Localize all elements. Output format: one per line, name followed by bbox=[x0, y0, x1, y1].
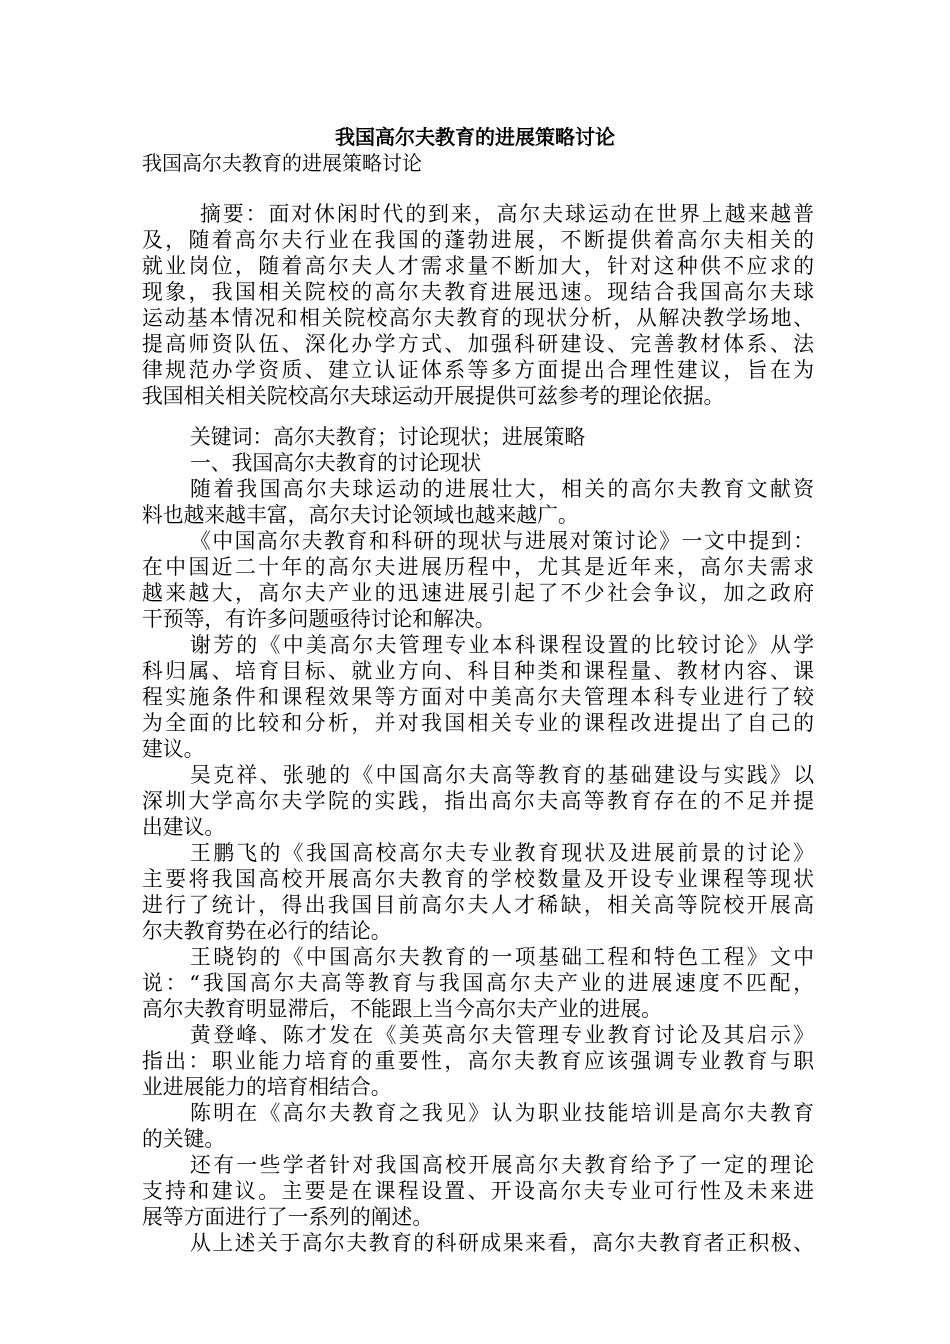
body-line: 越来越大，高尔夫产业的迅速进展引起了不少社会争议，加之政府 bbox=[142, 581, 814, 605]
abstract-line: 提高师资队伍、深化办学方式、加强科研建设、完善教材体系、法 bbox=[142, 332, 814, 356]
body-line: 支持和建议。主要是在课程设置、开设高尔夫专业可行性及未来进 bbox=[142, 1179, 814, 1203]
body-line: 还有一些学者针对我国高校开展高尔夫教育给予了一定的理论 bbox=[190, 1153, 814, 1177]
body-line: 从上述关于高尔夫教育的科研成果来看，高尔夫教育者正积极、 bbox=[190, 1231, 814, 1255]
body-line: 建议。 bbox=[142, 737, 205, 761]
abstract-line: 摘要：面对休闲时代的到来，高尔夫球运动在世界上越来越普 bbox=[200, 202, 814, 226]
body-line: 陈明在《高尔夫教育之我见》认为职业技能培训是高尔夫教育 bbox=[190, 1101, 814, 1125]
document-title: 我国高尔夫教育的进展策略讨论 bbox=[335, 125, 615, 149]
body-line: 谢芳的《中美高尔夫管理专业本科课程设置的比较讨论》从学 bbox=[190, 633, 814, 657]
body-line: 进行了统计，得出我国目前高尔夫人才稀缺，相关高等院校开展高 bbox=[142, 893, 814, 917]
body-line: 主要将我国高校开展高尔夫教育的学校数量及开设专业课程等现状 bbox=[142, 867, 814, 891]
body-line: 随着我国高尔夫球运动的进展壮大，相关的高尔夫教育文献资 bbox=[190, 477, 814, 501]
abstract-line: 运动基本情况和相关院校高尔夫教育的现状分析，从解决教学场地、 bbox=[142, 306, 814, 330]
body-line: 深圳大学高尔夫学院的实践，指出高尔夫高等教育存在的不足并提 bbox=[142, 789, 814, 813]
abstract-paragraph bbox=[142, 201, 814, 409]
abstract-line: 及，随着高尔夫行业在我国的蓬勃进展，不断提供着高尔夫相关的 bbox=[142, 228, 814, 252]
body-line: 指出：职业能力培育的重要性，高尔夫教育应该强调专业教育与职 bbox=[142, 1049, 814, 1073]
body-line: 王鹏飞的《我国高校高尔夫专业教育现状及进展前景的讨论》 bbox=[190, 841, 814, 865]
body-line: 在中国近二十年的高尔夫进展历程中，尤其是近年来，高尔夫需求 bbox=[142, 555, 814, 579]
body-line: 说：“我国高尔夫高等教育与我国高尔夫产业的进展速度不匹配， bbox=[142, 971, 814, 995]
body-line: 科归属、培育目标、就业方向、科目种类和课程量、教材内容、课 bbox=[142, 659, 814, 683]
document-subtitle: 我国高尔夫教育的进展策略讨论 bbox=[142, 151, 422, 175]
body-line: 《中国高尔夫教育和科研的现状与进展对策讨论》一文中提到： bbox=[190, 529, 814, 553]
abstract-line: 就业岗位，随着高尔夫人才需求量不断加大，针对这种供不应求的 bbox=[142, 254, 814, 278]
body-line: 出建议。 bbox=[142, 815, 226, 839]
body-line: 黄登峰、陈才发在《美英高尔夫管理专业教育讨论及其启示》 bbox=[190, 1023, 814, 1047]
body-line: 的关键。 bbox=[142, 1127, 226, 1151]
body-line: 干预等，有许多问题亟待讨论和解决。 bbox=[142, 607, 496, 631]
section-heading: 一、我国高尔夫教育的讨论现状 bbox=[190, 451, 482, 475]
body-line: 为全面的比较和分析，并对我国相关专业的课程改进提出了自己的 bbox=[142, 711, 814, 735]
keywords-line: 关键词：高尔夫教育；讨论现状；进展策略 bbox=[190, 425, 586, 449]
body-line: 展等方面进行了一系列的阐述。 bbox=[142, 1205, 434, 1229]
body-line: 料也越来越丰富，高尔夫讨论领域也越来越广。 bbox=[142, 503, 579, 527]
body-line: 高尔夫教育明显滞后，不能跟上当今高尔夫产业的进展。 bbox=[142, 997, 662, 1021]
body-line: 业进展能力的培育相结合。 bbox=[142, 1075, 392, 1099]
abstract-line: 律规范办学资质、建立认证体系等多方面提出合理性建议，旨在为 bbox=[142, 358, 814, 382]
body-line: 程实施条件和课程效果等方面对中美高尔夫管理本科专业进行了较 bbox=[142, 685, 814, 709]
body-line: 尔夫教育势在必行的结论。 bbox=[142, 919, 392, 943]
abstract-line: 现象，我国相关院校的高尔夫教育进展迅速。现结合我国高尔夫球 bbox=[142, 280, 814, 304]
body-line: 王晓钧的《中国高尔夫教育的一项基础工程和特色工程》文中 bbox=[190, 945, 814, 969]
body-section bbox=[142, 424, 814, 1256]
body-line: 吴克祥、张驰的《中国高尔夫高等教育的基础建设与实践》以 bbox=[190, 763, 814, 787]
abstract-line: 我国相关相关院校高尔夫球运动开展提供可兹参考的理论依据。 bbox=[142, 384, 725, 408]
